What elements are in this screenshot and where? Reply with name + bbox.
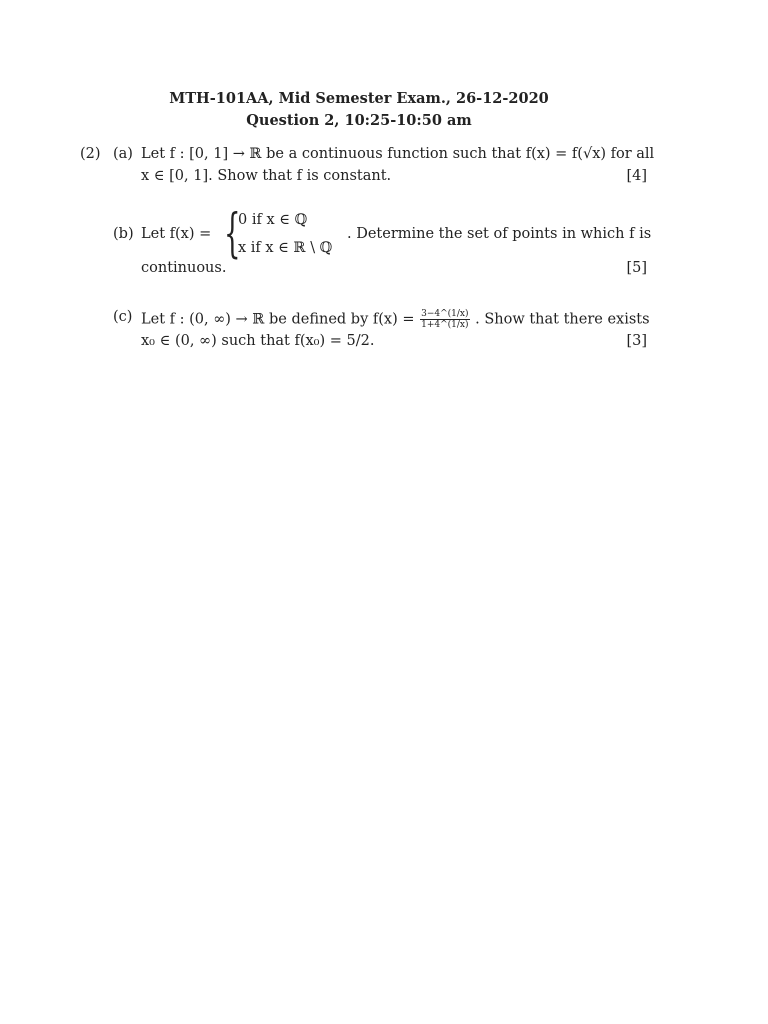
question-time: Question 2, 10:25-10:50 am <box>246 112 472 129</box>
part-c-post: . Show that there exists <box>475 311 650 328</box>
part-b-label: (b) <box>113 226 134 242</box>
part-a-text1: Let f : [0, 1] → ℝ be a continuous function such that f(x) = f(√x) for all <box>141 146 655 162</box>
part-c-line1 <box>141 309 650 330</box>
fraction-denominator: 1+4^(1/x) <box>421 320 469 330</box>
part-c-pre: Let f : (0, ∞) → ℝ be defined by f(x) = <box>141 311 415 328</box>
part-b-after: . Determine the set of points in which f is <box>347 226 652 242</box>
part-c-line2: x₀ ∈ (0, ∞) such that f(x₀) = 5/2. <box>141 333 375 349</box>
part-c-label: (c) <box>113 309 133 325</box>
question-number: (2) <box>80 146 101 162</box>
part-a-line2: x ∈ [0, 1]. Show that f is constant. <box>141 168 392 184</box>
part-c-fraction <box>420 309 469 330</box>
exam-title: MTH-101AA, Mid Semester Exam., 26-12-2020 <box>169 90 549 107</box>
case-rational: 0 if x ∈ ℚ <box>238 212 308 228</box>
fraction-numerator: 3−4^(1/x) <box>421 309 469 319</box>
part-c-marks: [3] <box>626 333 647 349</box>
part-b-intro: Let f(x) = <box>141 226 212 242</box>
case-irrational: x if x ∈ ℝ \ ℚ <box>238 240 333 256</box>
part-a-marks: [4] <box>626 168 647 184</box>
part-b-line2: continuous. <box>141 260 227 276</box>
exam-header <box>0 88 718 132</box>
part-b-marks: [5] <box>626 260 647 276</box>
part-a-line1 <box>141 146 655 162</box>
part-a-label: (a) <box>113 146 133 162</box>
left-brace: { <box>224 204 241 264</box>
piecewise-definition <box>224 204 354 264</box>
